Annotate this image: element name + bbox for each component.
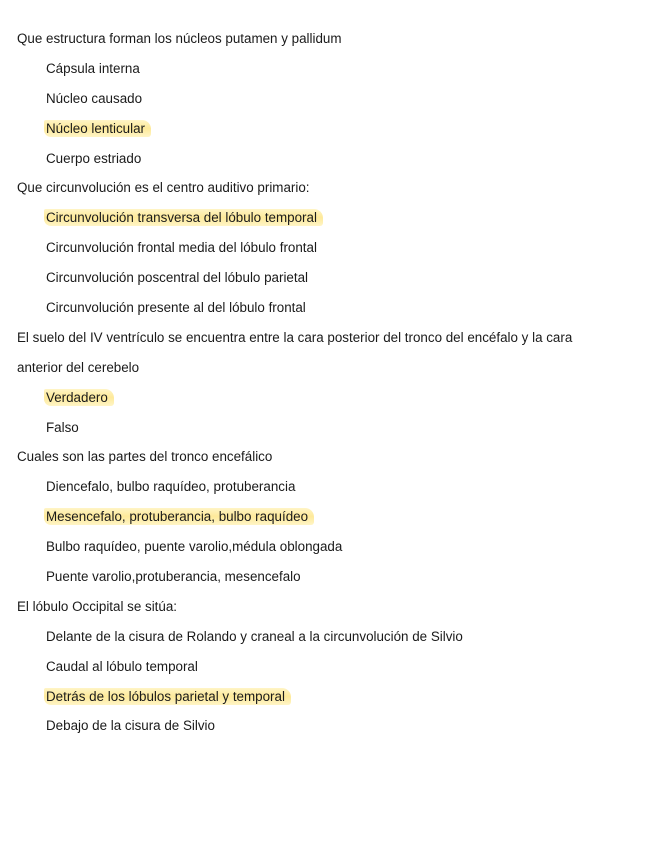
answer-option — [0, 715, 646, 745]
answer-option — [0, 148, 646, 178]
highlighted-answer: Detrás de los lóbulos parietal y temporal — [44, 688, 291, 705]
answer-option — [0, 417, 646, 447]
option-text: Bulbo raquídeo, puente varolio,médula oblongada — [46, 539, 343, 555]
answer-option-highlighted — [0, 118, 646, 148]
highlighted-answer: Núcleo lenticular — [44, 120, 151, 137]
question-3 — [0, 327, 646, 357]
answer-option — [0, 626, 646, 656]
question-1 — [0, 28, 646, 58]
answer-option — [0, 58, 646, 88]
question-text: El lóbulo Occipital se sitúa: — [17, 598, 178, 614]
answer-option — [0, 267, 646, 297]
option-text: Circunvolución frontal media del lóbulo frontal — [46, 240, 317, 256]
option-text: Delante de la cisura de Rolando y craneal a la circunvolución de Silvio — [46, 628, 463, 644]
question-text: Que estructura forman los núcleos putamen y pallidum — [17, 31, 342, 46]
highlighted-answer: Verdadero — [44, 389, 114, 406]
highlighted-answer: Circunvolución transversa del lóbulo temporal — [44, 209, 323, 226]
option-text: Debajo de la cisura de Silvio — [46, 718, 215, 734]
question-2 — [0, 177, 646, 207]
option-text: Cápsula interna — [46, 60, 140, 76]
document-page — [0, 28, 646, 745]
answer-option-highlighted — [0, 387, 646, 417]
question-5 — [0, 596, 646, 626]
question-text: Que circunvolución es el centro auditivo primario: — [17, 180, 310, 196]
question-text: anterior del cerebelo — [17, 359, 140, 375]
question-text: Cuales son las partes del tronco encefálico — [17, 449, 273, 465]
option-text: Falso — [46, 419, 79, 435]
option-text: Diencefalo, bulbo raquídeo, protuberancia — [46, 479, 296, 495]
answer-option — [0, 536, 646, 566]
answer-option — [0, 476, 646, 506]
option-text: Cuerpo estriado — [46, 150, 142, 166]
option-text: Circunvolución poscentral del lóbulo parietal — [46, 270, 309, 286]
answer-option-highlighted — [0, 506, 646, 536]
option-text: Núcleo causado — [46, 90, 143, 106]
answer-option — [0, 656, 646, 686]
question-4 — [0, 446, 646, 476]
answer-option-highlighted — [0, 207, 646, 237]
option-text: Puente varolio,protuberancia, mesencefalo — [46, 569, 301, 585]
option-text: Caudal al lóbulo temporal — [46, 658, 198, 674]
answer-option — [0, 297, 646, 327]
answer-option — [0, 566, 646, 596]
highlighted-answer: Mesencefalo, protuberancia, bulbo raquídeo — [44, 508, 314, 525]
answer-option — [0, 88, 646, 118]
answer-option-highlighted — [0, 686, 646, 716]
question-3-continuation — [0, 357, 646, 387]
question-text: El suelo del IV ventrículo se encuentra entre la cara posterior del tronco del encéfalo y la cara — [17, 329, 573, 345]
answer-option — [0, 237, 646, 267]
option-text: Circunvolución presente al del lóbulo frontal — [46, 300, 306, 316]
